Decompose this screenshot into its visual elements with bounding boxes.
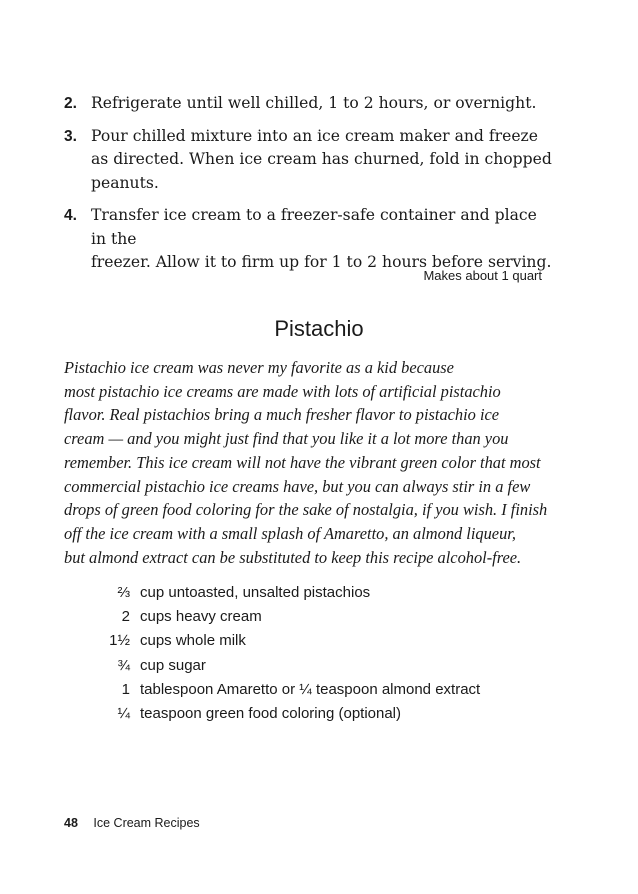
page-footer <box>64 816 200 830</box>
recipe-intro <box>64 356 554 569</box>
step-line: peanuts. <box>91 173 159 192</box>
step-line: Refrigerate until well chilled, 1 to 2 hours, or overnight. <box>91 94 537 112</box>
step-text <box>91 204 554 275</box>
step-line: freezer. Allow it to firm up for 1 to 2 hours before serving. <box>91 253 552 271</box>
intro-line: Pistachio ice cream was never my favorite as a kid because <box>64 358 454 377</box>
ingredient-quantity: ¼ <box>117 705 130 723</box>
intro-line: cream — and you might just find that you like it a lot more than you <box>64 429 509 449</box>
step-number: 4. <box>64 207 77 224</box>
ingredient-quantity: ⅔ <box>117 583 130 601</box>
ingredient-description: tablespoon Amaretto or ¼ teaspoon almond extract <box>140 680 481 698</box>
ingredient-description: cup untoasted, unsalted pistachios <box>140 583 371 601</box>
ingredient-row <box>94 701 534 725</box>
ingredient-quantity: 2 <box>121 607 130 625</box>
intro-line: but almond extract can be substituted to keep this recipe alcohol-free. <box>64 547 522 567</box>
page-number: 48 <box>64 816 78 830</box>
ingredient-description: cups heavy cream <box>140 607 262 625</box>
recipe-title: Pistachio <box>274 316 364 341</box>
section-name: Ice Cream Recipes <box>93 816 200 830</box>
intro-line: off the ice cream with a small splash of Amaretto, an almond liqueur, <box>64 523 516 543</box>
step-number: 3. <box>64 127 77 145</box>
step-line: Pour chilled mixture into an ice cream maker and freeze <box>91 126 539 145</box>
ingredient-quantity: 1½ <box>109 632 130 650</box>
intro-line: flavor. Real pistachios bring a much fresher flavor to pistachio ice <box>64 405 500 425</box>
ingredient-row <box>94 629 534 653</box>
ingredient-row <box>94 604 534 628</box>
ingredient-description: cup sugar <box>140 656 206 674</box>
step-text <box>91 92 554 116</box>
step-item <box>64 92 554 116</box>
ingredient-row <box>94 653 534 677</box>
ingredient-row <box>94 677 534 701</box>
ingredient-description: cups whole milk <box>140 632 246 650</box>
step-line: Transfer ice cream to a freezer-safe container and place in the <box>91 206 537 248</box>
ingredient-description: teaspoon green food coloring (optional) <box>140 705 402 723</box>
step-item <box>64 125 554 196</box>
intro-line: drops of green food coloring for the sake of nostalgia, if you wish. I finish <box>64 500 548 520</box>
instruction-steps <box>64 92 554 284</box>
step-text <box>91 125 554 196</box>
intro-line: most pistachio ice creams are made with lots of artificial pistachio <box>64 381 501 401</box>
step-number: 2. <box>64 95 77 112</box>
ingredient-list <box>94 580 534 726</box>
recipe-yield: Makes about 1 quart <box>423 268 542 283</box>
ingredient-quantity: 1 <box>121 680 130 698</box>
intro-line: commercial pistachio ice creams have, but you can always stir in a few <box>64 476 531 496</box>
ingredient-quantity: ¾ <box>117 656 130 674</box>
step-line: as directed. When ice cream has churned, fold in chopped <box>91 150 552 168</box>
step-item <box>64 204 554 275</box>
intro-line: remember. This ice cream will not have the vibrant green color that most <box>64 452 541 472</box>
ingredient-row <box>94 580 534 604</box>
